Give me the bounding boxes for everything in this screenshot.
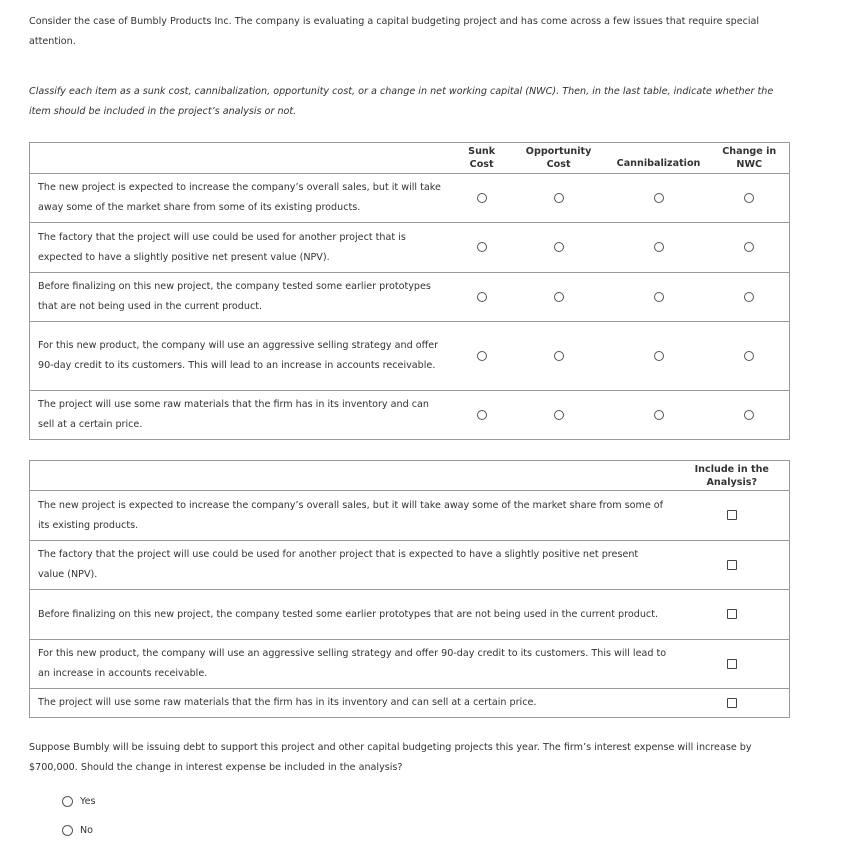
radio-opportunity-cost-2[interactable]: [554, 242, 564, 252]
radio-opportunity-cost-3[interactable]: [554, 292, 564, 302]
radio-cannibalization-5[interactable]: [654, 410, 664, 420]
radio-sunk-cost-3[interactable]: [477, 292, 487, 302]
radio-cannibalization-4[interactable]: [654, 351, 664, 361]
classify-row-text: The project will use some raw materials that the firm has in its inventory and can sell at a certain price.: [30, 391, 454, 440]
include-checkbox-2[interactable]: [727, 560, 737, 570]
include-row: [30, 640, 790, 689]
include-row: [30, 689, 790, 718]
radio-sunk-cost-2[interactable]: [477, 242, 487, 252]
option-yes-label: Yes: [80, 796, 96, 807]
classify-row: [30, 322, 790, 391]
radio-sunk-cost-4[interactable]: [477, 351, 487, 361]
radio-change-in-nwc-2[interactable]: [744, 242, 754, 252]
radio-cannibalization-1[interactable]: [654, 193, 664, 203]
classify-row-text: For this new product, the company will use an aggressive selling strategy and offer 90-day credit to its customers. This will lead to an increase in accounts receivable.: [30, 322, 454, 391]
include-checkbox-5[interactable]: [727, 698, 737, 708]
interest-question-text: Suppose Bumbly will be issuing debt to support this project and other capital budgeting projects this year. The firm’s interest expense will increase by $700,000. Should the change in interest expense be included in the analysis?: [29, 742, 752, 773]
classify-header-blank: [30, 143, 454, 174]
include-table: [29, 460, 790, 718]
include-checkbox-4[interactable]: [727, 659, 737, 669]
include-row: [30, 541, 790, 590]
classify-row-text: The factory that the project will use could be used for another project that is expected to have a slightly positive net present value (NPV).: [30, 223, 454, 273]
classify-row-text: The new project is expected to increase the company’s overall sales, but it will take away some of the market share from some of its existing products.: [30, 174, 454, 223]
radio-opportunity-cost-4[interactable]: [554, 351, 564, 361]
option-no-label: No: [80, 825, 94, 836]
include-row-text: The new project is expected to increase the company’s overall sales, but it will take away some of the market share from some of its existing products.: [30, 491, 675, 541]
include-checkbox-1[interactable]: [727, 510, 737, 520]
header-sunk-cost: Sunk Cost: [454, 143, 510, 174]
include-row: [30, 491, 790, 541]
radio-cannibalization-2[interactable]: [654, 242, 664, 252]
header-cannibalization: Cannibalization: [608, 143, 710, 174]
include-row-text: The project will use some raw materials that the firm has in its inventory and can sell at a certain price.: [30, 689, 675, 718]
intro-text: Consider the case of Bumbly Products Inc. The company is evaluating a capital budgeting project and has come across a few issues that require special attention.: [29, 16, 760, 47]
radio-change-in-nwc-3[interactable]: [744, 292, 754, 302]
instructions-text: Classify each item as a sunk cost, cannibalization, opportunity cost, or a change in net working capital (NWC). Then, in the last table, indicate whether the item should be included in the project’s analysis or not.: [29, 86, 774, 117]
classify-row: [30, 174, 790, 223]
option-yes[interactable]: [62, 796, 96, 807]
radio-change-in-nwc-4[interactable]: [744, 351, 754, 361]
radio-opportunity-cost-5[interactable]: [554, 410, 564, 420]
radio-change-in-nwc-5[interactable]: [744, 410, 754, 420]
header-change-in-nwc: Change in NWC: [710, 143, 790, 174]
radio-no[interactable]: [62, 825, 73, 836]
radio-cannibalization-3[interactable]: [654, 292, 664, 302]
classify-row: [30, 391, 790, 440]
radio-sunk-cost-1[interactable]: [477, 193, 487, 203]
classify-row-text: Before finalizing on this new project, the company tested some earlier prototypes that are not being used in the current product.: [30, 273, 454, 322]
include-row-text: For this new product, the company will use an aggressive selling strategy and offer 90-day credit to its customers. This will lead to an increase in accounts receivable.: [30, 640, 675, 689]
classification-table: [29, 142, 790, 440]
radio-opportunity-cost-1[interactable]: [554, 193, 564, 203]
include-row: [30, 590, 790, 640]
include-row-text: Before finalizing on this new project, the company tested some earlier prototypes that are not being used in the current product.: [30, 590, 675, 640]
include-row-text: The factory that the project will use could be used for another project that is expected to have a slightly positive net present value (NPV).: [30, 541, 675, 590]
option-no[interactable]: [62, 825, 93, 836]
include-header-blank: [30, 461, 675, 491]
radio-yes[interactable]: [62, 796, 73, 807]
header-opportunity-cost: Opportunity Cost: [510, 143, 608, 174]
radio-change-in-nwc-1[interactable]: [744, 193, 754, 203]
header-include-in-analysis: Include in the Analysis?: [675, 461, 790, 491]
classify-row: [30, 223, 790, 273]
radio-sunk-cost-5[interactable]: [477, 410, 487, 420]
include-checkbox-3[interactable]: [727, 609, 737, 619]
classify-row: [30, 273, 790, 322]
